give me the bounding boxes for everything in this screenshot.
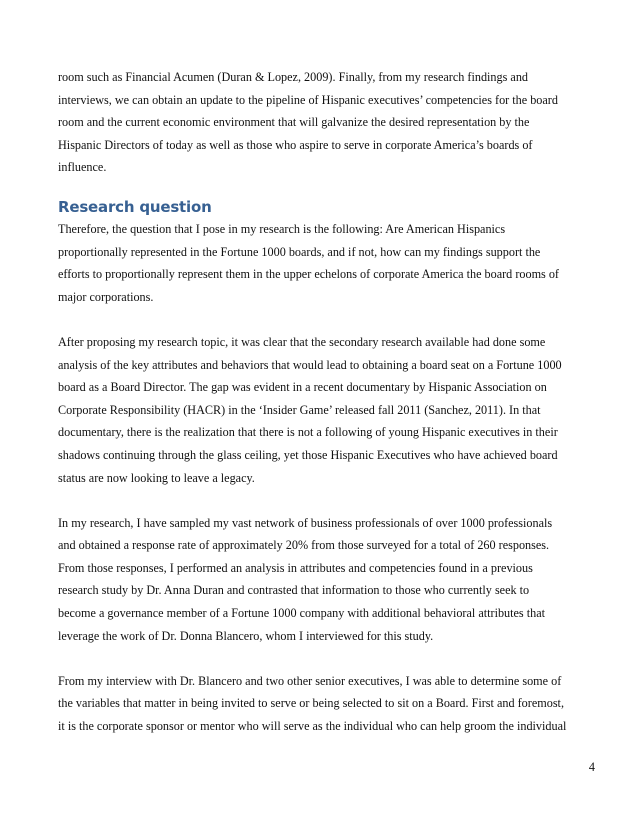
- text-line: In my research, I have sampled my vast network of business professionals of over 1000 professionals: [58, 515, 553, 530]
- text-line: After proposing my research topic, it was clear that the secondary research available had done some: [58, 334, 546, 349]
- paragraph-spacer: [58, 308, 588, 331]
- text-line: room such as Financial Acumen (Duran & Lopez, 2009). Finally, from my research findings and: [58, 70, 529, 84]
- text-line: interviews, we can obtain an update to the pipeline of Hispanic executives’ competencies for the board: [58, 92, 558, 107]
- text-line: board as a Board Director. The gap was evident in a recent documentary by Hispanic Association on: [58, 380, 547, 395]
- text-line: documentary, there is the realization that there is not a following of young Hispanic executives in their: [58, 425, 558, 440]
- paragraph-research-question: [58, 218, 588, 308]
- text-line: major corporations.: [58, 289, 154, 304]
- text-line: Hispanic Directors of today as well as those who aspire to serve in corporate America’s boards of: [58, 137, 533, 152]
- text-line: and obtained a response rate of approximately 20% from those surveyed for a total of 260 responses.: [58, 538, 550, 553]
- paragraph-intro-continuation: [58, 66, 588, 179]
- text-line: the variables that matter in being invited to serve or being selected to sit on a Board. First and foremost,: [58, 696, 564, 711]
- text-line: efforts to proportionally represent them in the upper echelons of corporate America the board rooms of: [58, 267, 559, 282]
- text-line: From my interview with Dr. Blancero and two other senior executives, I was able to determine some of: [58, 673, 562, 688]
- text-line: proportionally represented in the Fortune 1000 boards, and if not, how can my findings support the: [58, 244, 541, 259]
- text-line: room and the current economic environment that will galvanize the desired representation by the: [58, 115, 530, 130]
- paragraph-spacer: [58, 489, 588, 512]
- text-line: status are now looking to leave a legacy.: [58, 470, 255, 485]
- text-line: it is the corporate sponsor or mentor who will serve as the individual who can help groom the individual: [58, 719, 567, 734]
- text-line: influence.: [58, 160, 107, 175]
- text-line: Therefore, the question that I pose in my research is the following: Are American Hispanics: [58, 221, 506, 236]
- page-number: 4: [588, 760, 595, 774]
- text-line: shadows continuing through the glass ceiling, yet those Hispanic Executives who have achieved board: [58, 447, 558, 462]
- paragraph-interview-findings: [58, 670, 588, 738]
- page-content: [58, 66, 588, 738]
- text-line: leverage the work of Dr. Donna Blancero, whom I interviewed for this study.: [58, 628, 434, 643]
- section-heading-research-question: Research question: [58, 197, 212, 216]
- paragraph-research-topic: [58, 331, 588, 489]
- text-line: analysis of the key attributes and behaviors that would lead to obtaining a board seat on a Fortune 1000: [58, 357, 562, 372]
- text-line: research study by Dr. Anna Duran and contrasted that information to those who currently seek to: [58, 583, 530, 598]
- text-line: From those responses, I performed an analysis in attributes and competencies found in a previous: [58, 560, 533, 575]
- text-line: become a governance member of a Fortune 1000 company with additional behavioral attributes that: [58, 606, 546, 621]
- text-line: Corporate Responsibility (HACR) in the ‘Insider Game’ released fall 2011 (Sanchez, 2011). In that: [58, 402, 541, 417]
- paragraph-sampling: [58, 512, 588, 648]
- paragraph-spacer: [58, 647, 588, 670]
